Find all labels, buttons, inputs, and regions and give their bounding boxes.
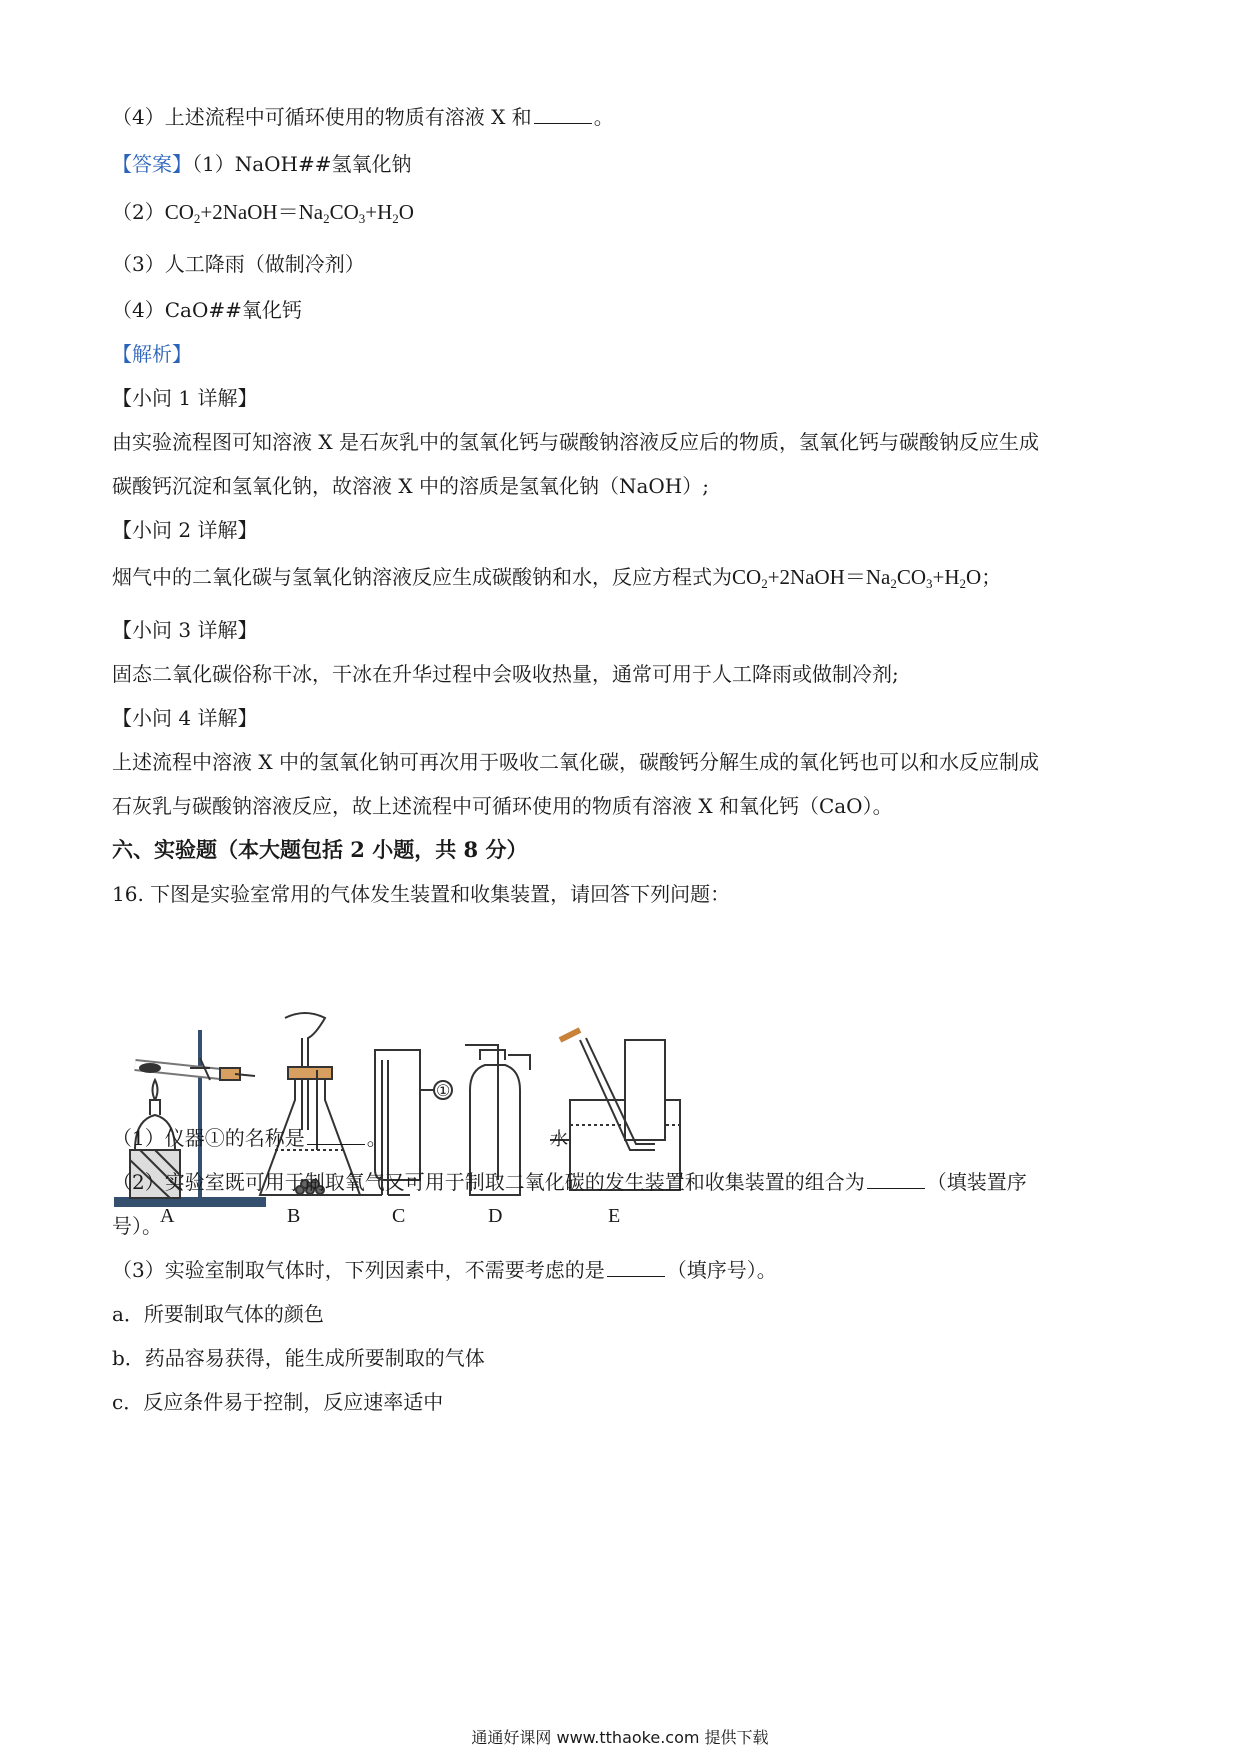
answer-blank bbox=[534, 105, 592, 124]
label-d: D bbox=[488, 1205, 503, 1225]
answer-blank bbox=[867, 1170, 925, 1189]
answer-line-1: 【答案】（1）NaOH##氢氧化钠 bbox=[112, 152, 412, 176]
answer-line-4: （4）CaO##氧化钙 bbox=[112, 298, 302, 322]
option-b: b．药品容易获得，能生成所要制取的气体 bbox=[112, 1346, 485, 1370]
water-label: 水 bbox=[550, 1129, 568, 1149]
footer-credit: 通通好课网 www.tthaoke.com 提供下载 bbox=[471, 1728, 769, 1747]
answer-tag: 【答案】 bbox=[112, 152, 192, 176]
option-c: c．反应条件易于控制，反应速率适中 bbox=[112, 1390, 444, 1414]
question-16-3: （3）实验室制取气体时，下列因素中，不需要考虑的是 （填序号）。 bbox=[112, 1258, 777, 1282]
answer-line-2: $(2)CO_2+2NaOH=Na_2CO_3+H_2O$ bbox=[112, 200, 414, 226]
label-e: E bbox=[608, 1205, 621, 1225]
equation: $CO_2+2NaOH=Na_2CO_3+H_2O$ bbox=[732, 565, 982, 591]
analysis-4-line-a: 上述流程中溶液 X 中的氢氧化钠可再次用于吸收二氧化碳，碳酸钙分解生成的氧化钙也可以和水反应制成 bbox=[112, 750, 1039, 774]
answer-blank bbox=[307, 1126, 365, 1145]
equation: $CO_2+2NaOH=Na_2CO_3+H_2O$ bbox=[164, 200, 414, 226]
question-16-2-line-b: 号）。 bbox=[112, 1214, 162, 1238]
label-c: C bbox=[392, 1205, 406, 1225]
analysis-3-line: 固态二氧化碳俗称干冰，干冰在升华过程中会吸收热量，通常可用于人工降雨或做制冷剂; bbox=[112, 662, 899, 686]
option-a: a．所要制取气体的颜色 bbox=[112, 1302, 324, 1326]
question-16-stem: 16. 下图是实验室常用的气体发生装置和收集装置，请回答下列问题： bbox=[112, 882, 731, 906]
question-16-2-line-a: （2）实验室既可用于制取氧气又可用于制取二氧化碳的发生装置和收集装置的组合为 （填装置序 bbox=[112, 1170, 1027, 1194]
label-a: A bbox=[160, 1205, 175, 1225]
sub-question-3-heading: 【小问 3 详解】 bbox=[112, 618, 258, 642]
analysis-1-line-a: 由实验流程图可知溶液 X 是石灰乳中的氢氧化钙与碳酸钠溶液反应后的物质，氢氧化钙与碳酸钠反应生成 bbox=[112, 430, 1039, 454]
label-b: B bbox=[287, 1205, 301, 1225]
apparatus-e bbox=[550, 1030, 680, 1190]
sub-question-2-heading: 【小问 2 详解】 bbox=[112, 518, 258, 542]
analysis-tag: 【解析】 bbox=[112, 342, 192, 366]
sub-question-1-heading: 【小问 1 详解】 bbox=[112, 386, 258, 410]
sub-question-4-heading: 【小问 4 详解】 bbox=[112, 706, 258, 730]
question-16-1: （1）仪器①的名称是 。 bbox=[112, 1126, 387, 1150]
answer-blank bbox=[607, 1258, 665, 1277]
analysis-4-line-b: 石灰乳与碳酸钠溶液反应，故上述流程中可循环使用的物质有溶液 X 和氧化钙（CaO）。 bbox=[112, 794, 893, 818]
answer-line-3: （3）人工降雨（做制冷剂） bbox=[112, 252, 365, 276]
marker-1: ① bbox=[436, 1083, 451, 1100]
section-title: 六、实验题（本大题包括 2 小题，共 8 分） bbox=[112, 837, 528, 862]
analysis-2-line: 烟气中的二氧化碳与氢氧化钠溶液反应生成碳酸钠和水，反应方程式为$CO_2+2NaOH=Na_2CO_3+H_2O$； bbox=[112, 565, 1002, 591]
question-4-text: （4）上述流程中可循环使用的物质有溶液 X 和 。 bbox=[112, 105, 614, 129]
analysis-1-line-b: 碳酸钙沉淀和氢氧化钠，故溶液 X 中的溶质是氢氧化钠（NaOH）; bbox=[112, 474, 709, 498]
